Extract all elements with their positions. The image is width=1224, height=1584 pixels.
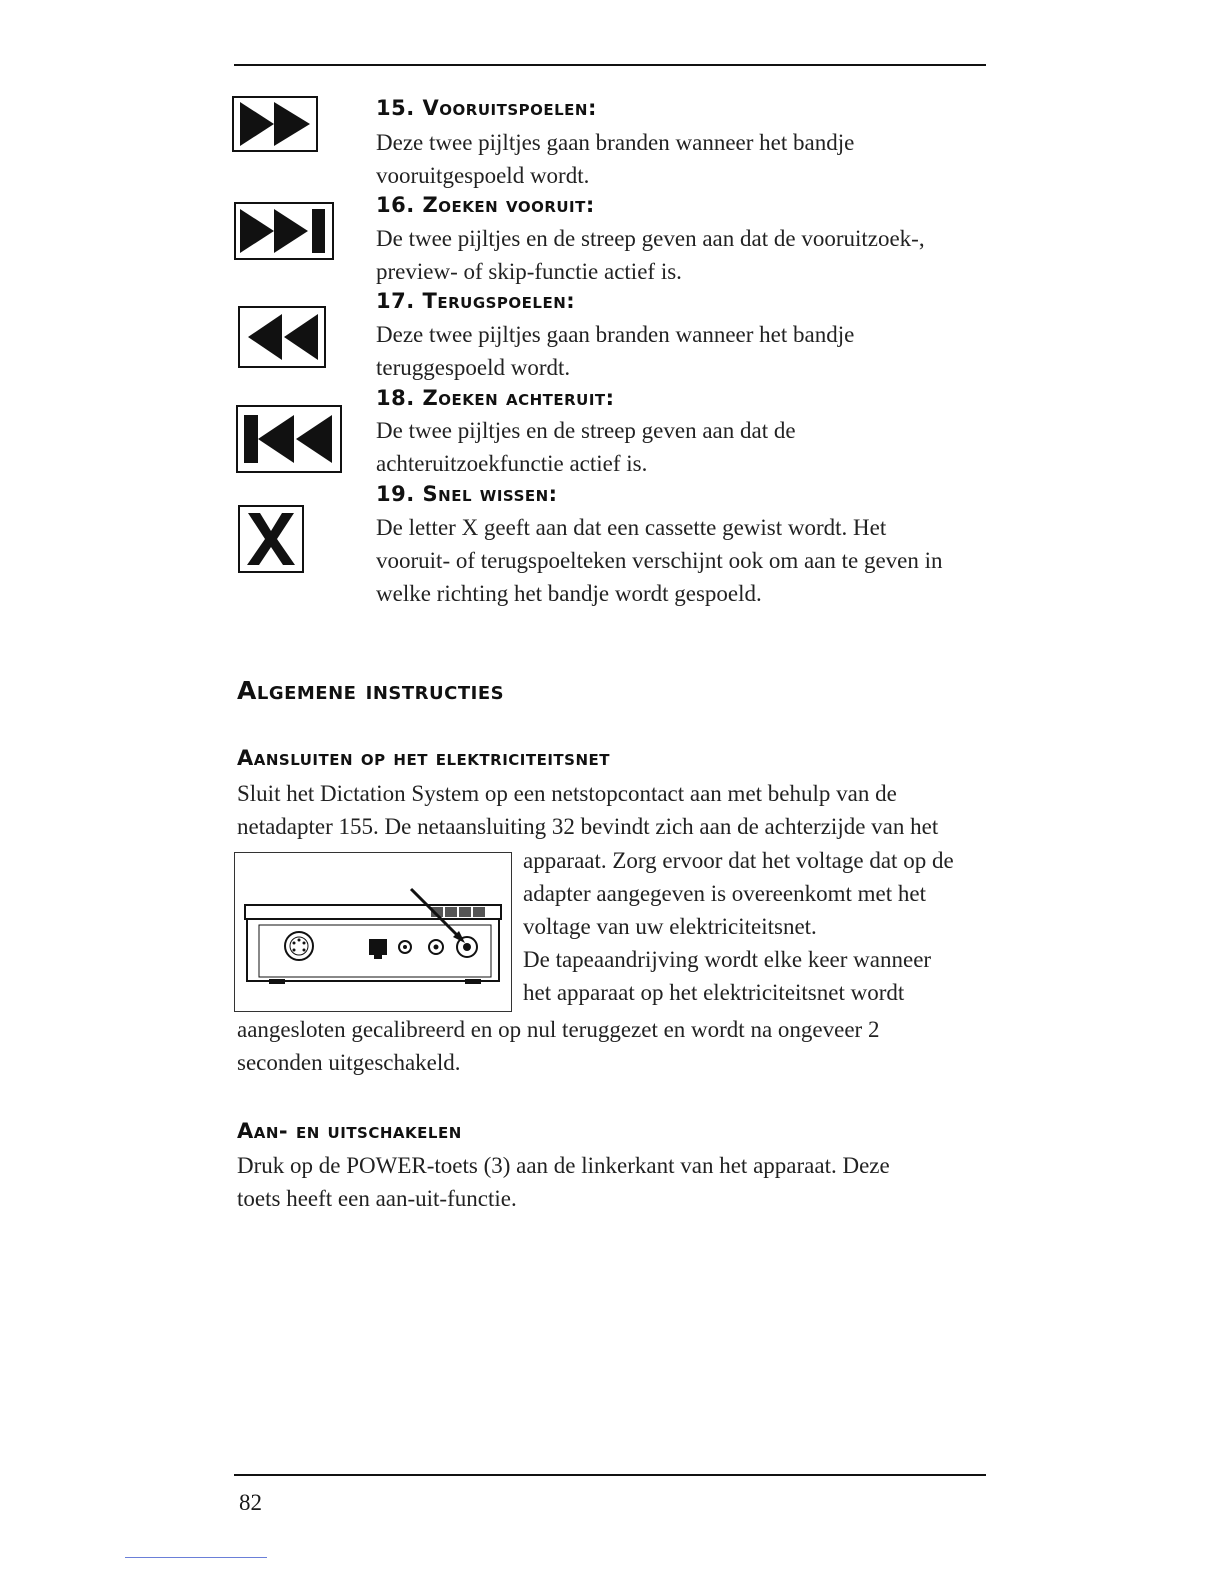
footer-link-underline [125,1557,267,1558]
text-line: Druk op de POWER-toets (3) aan de linkerkant van het apparaat. Deze [237,1153,890,1178]
item-15-heading [376,96,597,120]
text-line: vooruitgespoeld wordt. [376,163,590,188]
subsection2-text [237,1149,890,1215]
subsection-title-on-off: Aan- en uitschakelen [237,1119,462,1143]
text-line: De twee pijltjes en de streep geven aan dat de vooruitzoek-, [376,226,925,251]
text-line: preview- of skip-functie actief is. [376,259,682,284]
top-rule [234,64,986,66]
item-15-text [376,126,854,192]
text-line: seconden uitgeschakeld. [237,1050,461,1075]
text-line: het apparaat op het elektriciteitsnet wordt [523,980,905,1005]
text-line: achteruitzoekfunctie actief is. [376,451,648,476]
item-18-text [376,414,796,480]
subsection1-text [237,777,938,843]
text-line: vooruit- of terugspoelteken verschijnt ook om aan te geven in [376,548,943,573]
text-line: welke richting het bandje wordt gespoeld. [376,581,762,606]
text-line: Deze twee pijltjes gaan branden wanneer het bandje [376,130,855,155]
bottom-rule [234,1474,986,1476]
item-title: Zoeken achteruit: [422,386,615,410]
text-line: aangesloten gecalibreerd en op nul teruggezet en wordt na ongeveer 2 [237,1017,880,1042]
item-title: Terugspoelen: [422,289,576,313]
item-number: 15. [376,96,415,120]
text-line: voltage van uw elektriciteitsnet. [523,914,817,939]
device-rear-figure [234,852,512,1012]
item-title: Vooruitspoelen: [422,96,597,120]
text-line: adapter aangegeven is overeenkomt met het [523,881,926,906]
item-19-heading [376,482,558,506]
text-line: Sluit het Dictation System op een netstopcontact aan met behulp van de [237,781,897,806]
section-title: Algemene instructies [237,676,505,705]
subsection1-text-beside-figure [523,844,954,1009]
text-line: De letter X geeft aan dat een cassette gewist wordt. Het [376,515,887,540]
text-line: De twee pijltjes en de streep geven aan dat de [376,418,796,443]
x-erase-icon [238,505,304,573]
item-17-text [376,318,854,384]
item-19-text [376,511,943,610]
item-title: Zoeken vooruit: [422,193,595,217]
item-18-heading [376,386,615,410]
item-title: Snel wissen: [422,482,558,506]
text-line: teruggespoeld wordt. [376,355,571,380]
item-number: 18. [376,386,415,410]
subsection1-text-after-figure [237,1013,879,1079]
item-16-text [376,222,925,288]
text-line: De tapeaandrijving wordt elke keer wanneer [523,947,932,972]
item-16-heading [376,193,595,217]
rewind-icon [238,306,326,368]
item-number: 17. [376,289,415,313]
skip-forward-icon [234,202,334,260]
skip-back-icon [236,405,342,473]
fast-forward-icon [232,96,318,152]
item-17-heading [376,289,575,313]
text-line: apparaat. Zorg ervoor dat het voltage dat op de [523,848,954,873]
item-number: 19. [376,482,415,506]
text-line: toets heeft een aan-uit-functie. [237,1186,517,1211]
subsection-title-power: Aansluiten op het elektriciteitsnet [237,746,610,770]
page-number: 82 [239,1490,262,1515]
text-line: Deze twee pijltjes gaan branden wanneer het bandje [376,322,855,347]
text-line: netadapter 155. De netaansluiting 32 bevindt zich aan de achterzijde van het [237,814,939,839]
item-number: 16. [376,193,415,217]
